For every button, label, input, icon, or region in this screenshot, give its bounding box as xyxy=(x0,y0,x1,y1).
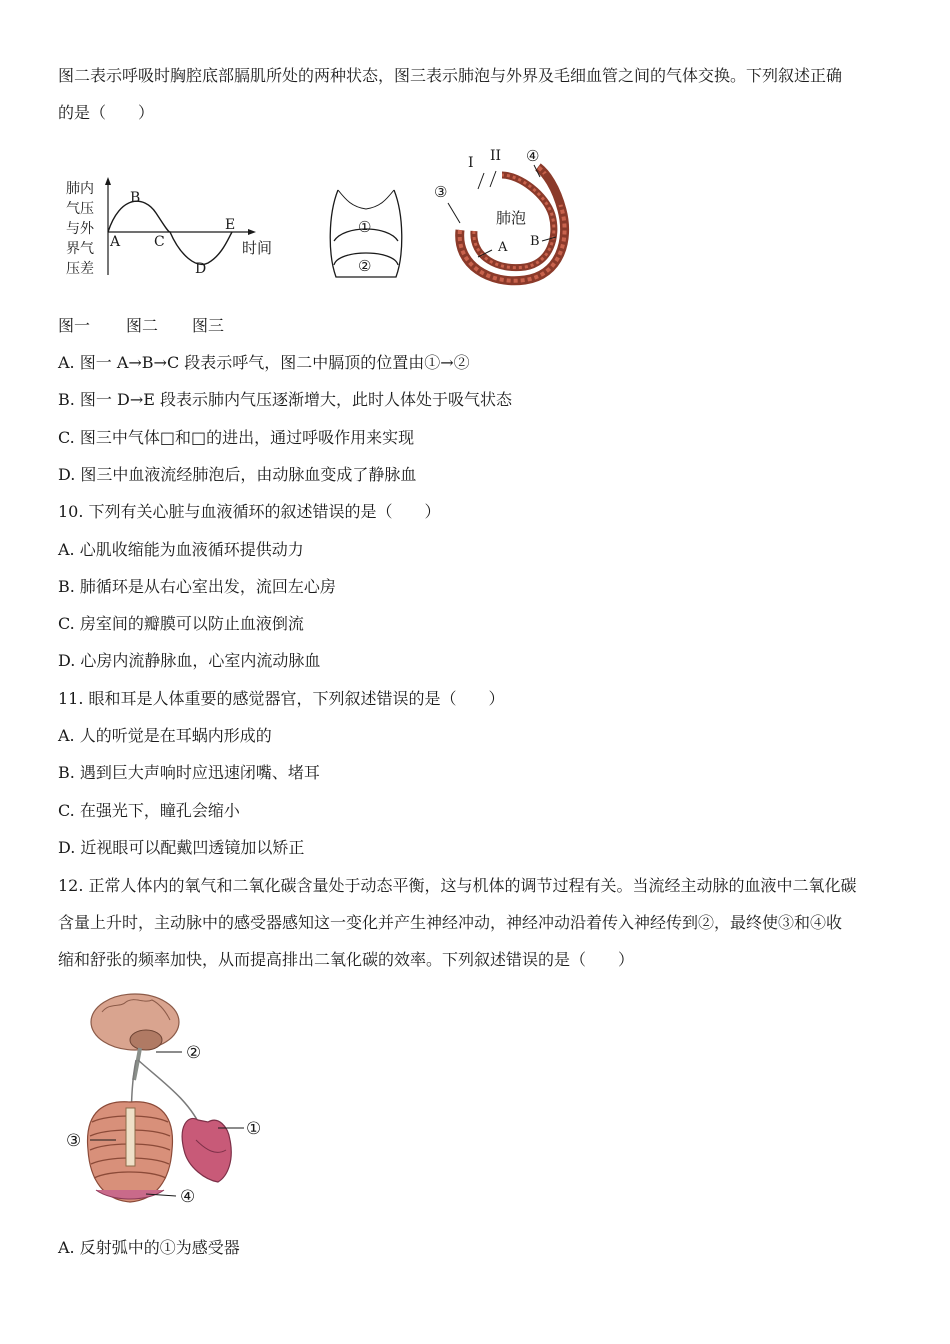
q10-option-c: C. 房室间的瓣膜可以防止血液倒流 xyxy=(58,614,304,633)
q12-stem-line-1: 12. 正常人体内的氧气和二氧化碳含量处于动态平衡，这与机体的调节过程有关。当流经主动脉的血液中二氧化碳 xyxy=(58,876,857,895)
fig1-point-c: C xyxy=(154,234,165,250)
fig3-pointer-3 xyxy=(448,203,460,223)
fig1-ylabel-5: 压差 xyxy=(66,261,94,277)
q9-stem-line-1: 图二表示呼吸时胸腔底部膈肌所处的两种状态，图三表示肺泡与外界及毛细血管之间的气体交换。下列叙述正确 xyxy=(58,66,843,85)
fig1-ylabel-3: 与外 xyxy=(66,221,94,237)
fig3-alveolus-label: 肺泡 xyxy=(496,209,527,227)
fig2-label-1: ① xyxy=(358,218,372,236)
fig1-x-arrow xyxy=(248,229,256,235)
q12-option-a: A. 反射弧中的①为感受器 xyxy=(58,1238,240,1257)
caption-figure-2: 图二 xyxy=(126,316,159,335)
q10-option-a: A. 心肌收缩能为血液循环提供动力 xyxy=(58,540,304,559)
fig3-arrow-II xyxy=(490,171,496,187)
q9-stem-line-2: 的是（ ） xyxy=(58,103,155,122)
caption-figure-1: 图一 xyxy=(58,316,91,335)
fig1-point-d: D xyxy=(195,261,207,277)
q12-label-2: ② xyxy=(186,1043,202,1063)
q9-option-c: C. 图三中气体□和□的进出，通过呼吸作用来实现 xyxy=(58,428,415,447)
q12-label-4: ④ xyxy=(180,1187,196,1207)
q10-option-b: B. 肺循环是从右心室出发，流回左心房 xyxy=(58,577,336,596)
fig1-curve xyxy=(108,201,232,264)
figure-1-pressure-graph xyxy=(60,175,290,285)
fig1-y-arrow xyxy=(105,177,111,185)
fig1-point-a: A xyxy=(110,234,121,250)
q11-option-a: A. 人的听觉是在耳蜗内形成的 xyxy=(58,726,272,745)
q9-option-b: B. 图一 D→E 段表示肺内气压逐渐增大，此时人体处于吸气状态 xyxy=(58,390,513,409)
q11-option-c: C. 在强光下，瞳孔会缩小 xyxy=(58,801,240,820)
q11-option-d: D. 近视眼可以配戴凹透镜加以矫正 xyxy=(58,838,305,857)
fig3-label-3: ③ xyxy=(434,183,448,201)
brainstem-region xyxy=(130,1030,162,1050)
caption-figure-3: 图三 xyxy=(192,316,225,335)
fig3-label-B: B xyxy=(530,234,540,249)
fig3-label-4: ④ xyxy=(526,147,540,165)
fig1-point-b: B xyxy=(130,190,141,206)
q9-option-d: D. 图三中血液流经肺泡后，由动脉血变成了静脉血 xyxy=(58,465,417,484)
sternum xyxy=(126,1108,135,1166)
fig1-xlabel: 时间 xyxy=(242,239,273,257)
q10-option-d: D. 心房内流静脉血，心室内流动脉血 xyxy=(58,651,321,670)
fig2-top-curve xyxy=(338,190,394,209)
q12-stem-line-2: 含量上升时，主动脉中的感受器感知这一变化并产生神经冲动，神经冲动沿着传入神经传到②，最终使③和④收 xyxy=(58,913,843,932)
fig2-label-2: ② xyxy=(358,257,372,275)
q12-label-1: ① xyxy=(246,1119,262,1139)
fig3-arrow-I xyxy=(478,173,484,189)
q9-option-a: A. 图一 A→B→C 段表示呼气，图二中膈顶的位置由①→② xyxy=(58,353,470,372)
q12-label-3: ③ xyxy=(66,1131,82,1151)
figure-q12-reflex xyxy=(60,990,280,1215)
fig1-ylabel-4: 界气 xyxy=(66,241,94,257)
q11-option-b: B. 遇到巨大声响时应迅速闭嘴、堵耳 xyxy=(58,763,320,782)
fig3-label-I: I xyxy=(468,155,474,171)
figure-3-alveolus xyxy=(430,145,580,295)
fig1-ylabel-1: 肺内 xyxy=(66,181,94,197)
fig1-point-e: E xyxy=(225,217,236,233)
figure-2-diaphragm xyxy=(326,185,406,285)
fig1-ylabel-2: 气压 xyxy=(66,201,94,217)
q11-stem: 11. 眼和耳是人体重要的感觉器官，下列叙述错误的是（ ） xyxy=(58,689,505,708)
q12-stem-line-3: 缩和舒张的频率加快，从而提高排出二氧化碳的效率。下列叙述错误的是（ ） xyxy=(58,950,635,969)
fig3-label-A: A xyxy=(498,240,508,255)
q10-stem: 10. 下列有关心脏与血液循环的叙述错误的是（ ） xyxy=(58,502,441,521)
fig3-label-II: II xyxy=(490,148,502,164)
